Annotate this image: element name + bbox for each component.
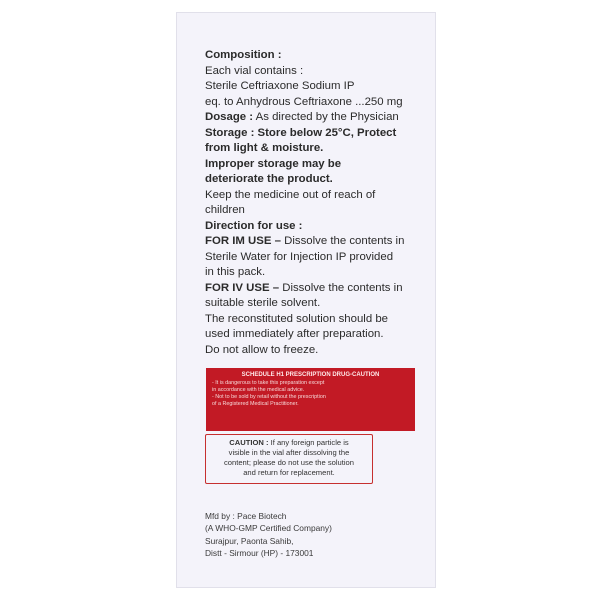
composition-line: eq. to Anhydrous Ceftriaxone ...250 mg <box>205 95 403 108</box>
storage-warning: Improper storage may be <box>205 157 342 170</box>
keep-away-text: children <box>205 204 245 216</box>
schedule-line: of a Registered Medical Practitioner. <box>212 401 299 407</box>
schedule-line: in accordance with the medical advice. <box>212 387 305 393</box>
manufacturer-block <box>205 510 405 559</box>
storage-warning: deteriorate the product. <box>205 173 333 185</box>
composition-line: Sterile Ceftriaxone Sodium IP <box>205 80 355 92</box>
composition-heading: Composition : <box>205 49 282 61</box>
schedule-line: - Not to be sold by retail without the prescription <box>212 394 326 400</box>
manufacturer-line: Surajpur, Paonta Sahib, <box>205 535 294 546</box>
reconstitution-text: Do not allow to freeze. <box>205 343 319 356</box>
iv-use-line <box>205 281 420 297</box>
storage-line: from light & moisture. <box>205 142 324 154</box>
im-use-label: FOR IM USE – <box>205 235 281 247</box>
dosage-line <box>205 110 420 126</box>
iv-use-text: suitable sterile solvent. <box>205 297 321 309</box>
manufacturer-line: Mfd by : Pace Biotech <box>205 511 287 521</box>
iv-use-text: Dissolve the contents in <box>279 281 403 294</box>
schedule-title: SCHEDULE H1 PRESCRIPTION DRUG-CAUTION <box>241 372 380 378</box>
storage-line: Storage : Store below 25°C, Protect <box>205 126 397 139</box>
caution-label: CAUTION : <box>229 438 269 447</box>
dosage-label: Dosage : <box>205 111 254 123</box>
dosage-text: As directed by the Physician <box>253 111 399 123</box>
caution-line: visible in the vial after dissolving the <box>228 448 350 457</box>
iv-use-label: FOR IV USE – <box>205 281 280 294</box>
directions-heading: Direction for use : <box>205 219 303 232</box>
im-use-text: Dissolve the contents in <box>280 235 405 247</box>
caution-text: If any foreign particle is <box>268 438 349 447</box>
im-use-text: in this pack. <box>205 266 266 278</box>
caution-line: and return for replacement. <box>243 468 335 477</box>
im-use-text: Sterile Water for Injection IP provided <box>205 250 394 263</box>
caution-box <box>205 434 373 484</box>
keep-away-text: Keep the medicine out of reach of <box>205 188 376 201</box>
reconstitution-text: The reconstituted solution should be <box>205 312 389 325</box>
composition-line: Each vial contains : <box>205 64 304 77</box>
manufacturer-line: Distt - Sirmour (HP) - 173001 <box>205 547 314 558</box>
im-use-line <box>205 234 420 250</box>
schedule-h1-box <box>206 368 415 431</box>
manufacturer-line: (A WHO-GMP Certified Company) <box>205 523 332 534</box>
reconstitution-text: used immediately after preparation. <box>205 328 384 340</box>
schedule-line: - It is dangerous to take this preparation except <box>212 380 325 386</box>
caution-line <box>210 438 368 448</box>
caution-line: content; please do not use the solution <box>223 458 355 467</box>
label-text-block <box>205 48 420 358</box>
